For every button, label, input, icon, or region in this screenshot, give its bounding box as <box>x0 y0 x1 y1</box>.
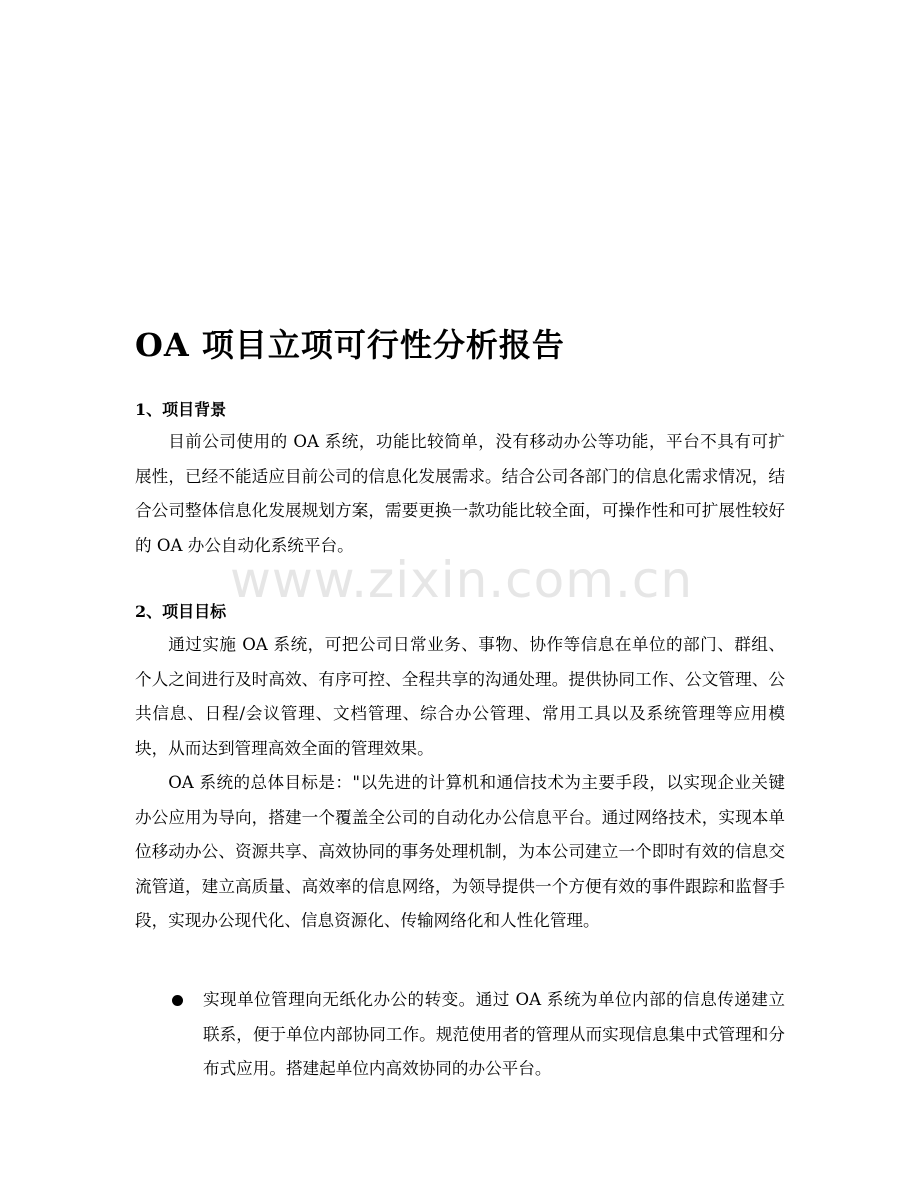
watermark-text: www.zixin.com.cn <box>230 551 694 609</box>
document-title: OA 项目立项可行性分析报告 <box>135 326 565 364</box>
section-heading-objectives: 2、项目目标 <box>135 602 227 621</box>
objectives-paragraph-2: OA 系统的总体目标是："以先进的计算机和通信技术为主要手段，以实现企业关键办公应用为导向，搭建一个覆盖全公司的自动化办公信息平台。通过网络技术，实现本单位移动办公、资源共享、高效协同的事务处理机制，为本公司建立一个即时有效的信息交流管道，建立高质量、高效率的信息网络，为领导提供一个方便有效的事件跟踪和监督手段，实现办公现代化、信息资源化、传输网络化和人性化管理。 <box>135 773 785 931</box>
section-heading-background: 1、项目背景 <box>135 400 227 419</box>
objectives-paragraph-1: 通过实施 OA 系统，可把公司日常业务、事物、协作等信息在单位的部门、群组、个人之间进行及时高效、有序可控、全程共享的沟通处理。提供协同工作、公文管理、公共信息、日程/会议管理、文档管理、综合办公管理、常用工具以及系统管理等应用模块，从而达到管理高效全面的管理效果。 <box>135 635 785 758</box>
bullet-text: 实现单位管理向无纸化办公的转变。通过 OA 系统为单位内部的信息传递建立联系，便于单位内部协同工作。规范使用者的管理从而实现信息集中式管理和分布式应用。搭建起单位内高效协同的办公平台。 <box>203 990 785 1079</box>
background-paragraph: 目前公司使用的 OA 系统，功能比较简单，没有移动办公等功能，平台不具有可扩展性，已经不能适应目前公司的信息化发展需求。结合公司各部门的信息化需求情况，结合公司整体信息化发展规划方案，需要更换一款功能比较全面，可操作性和可扩展性较好的 OA 办公自动化系统平台。 <box>135 432 785 555</box>
bullet-dot-icon <box>172 995 183 1006</box>
